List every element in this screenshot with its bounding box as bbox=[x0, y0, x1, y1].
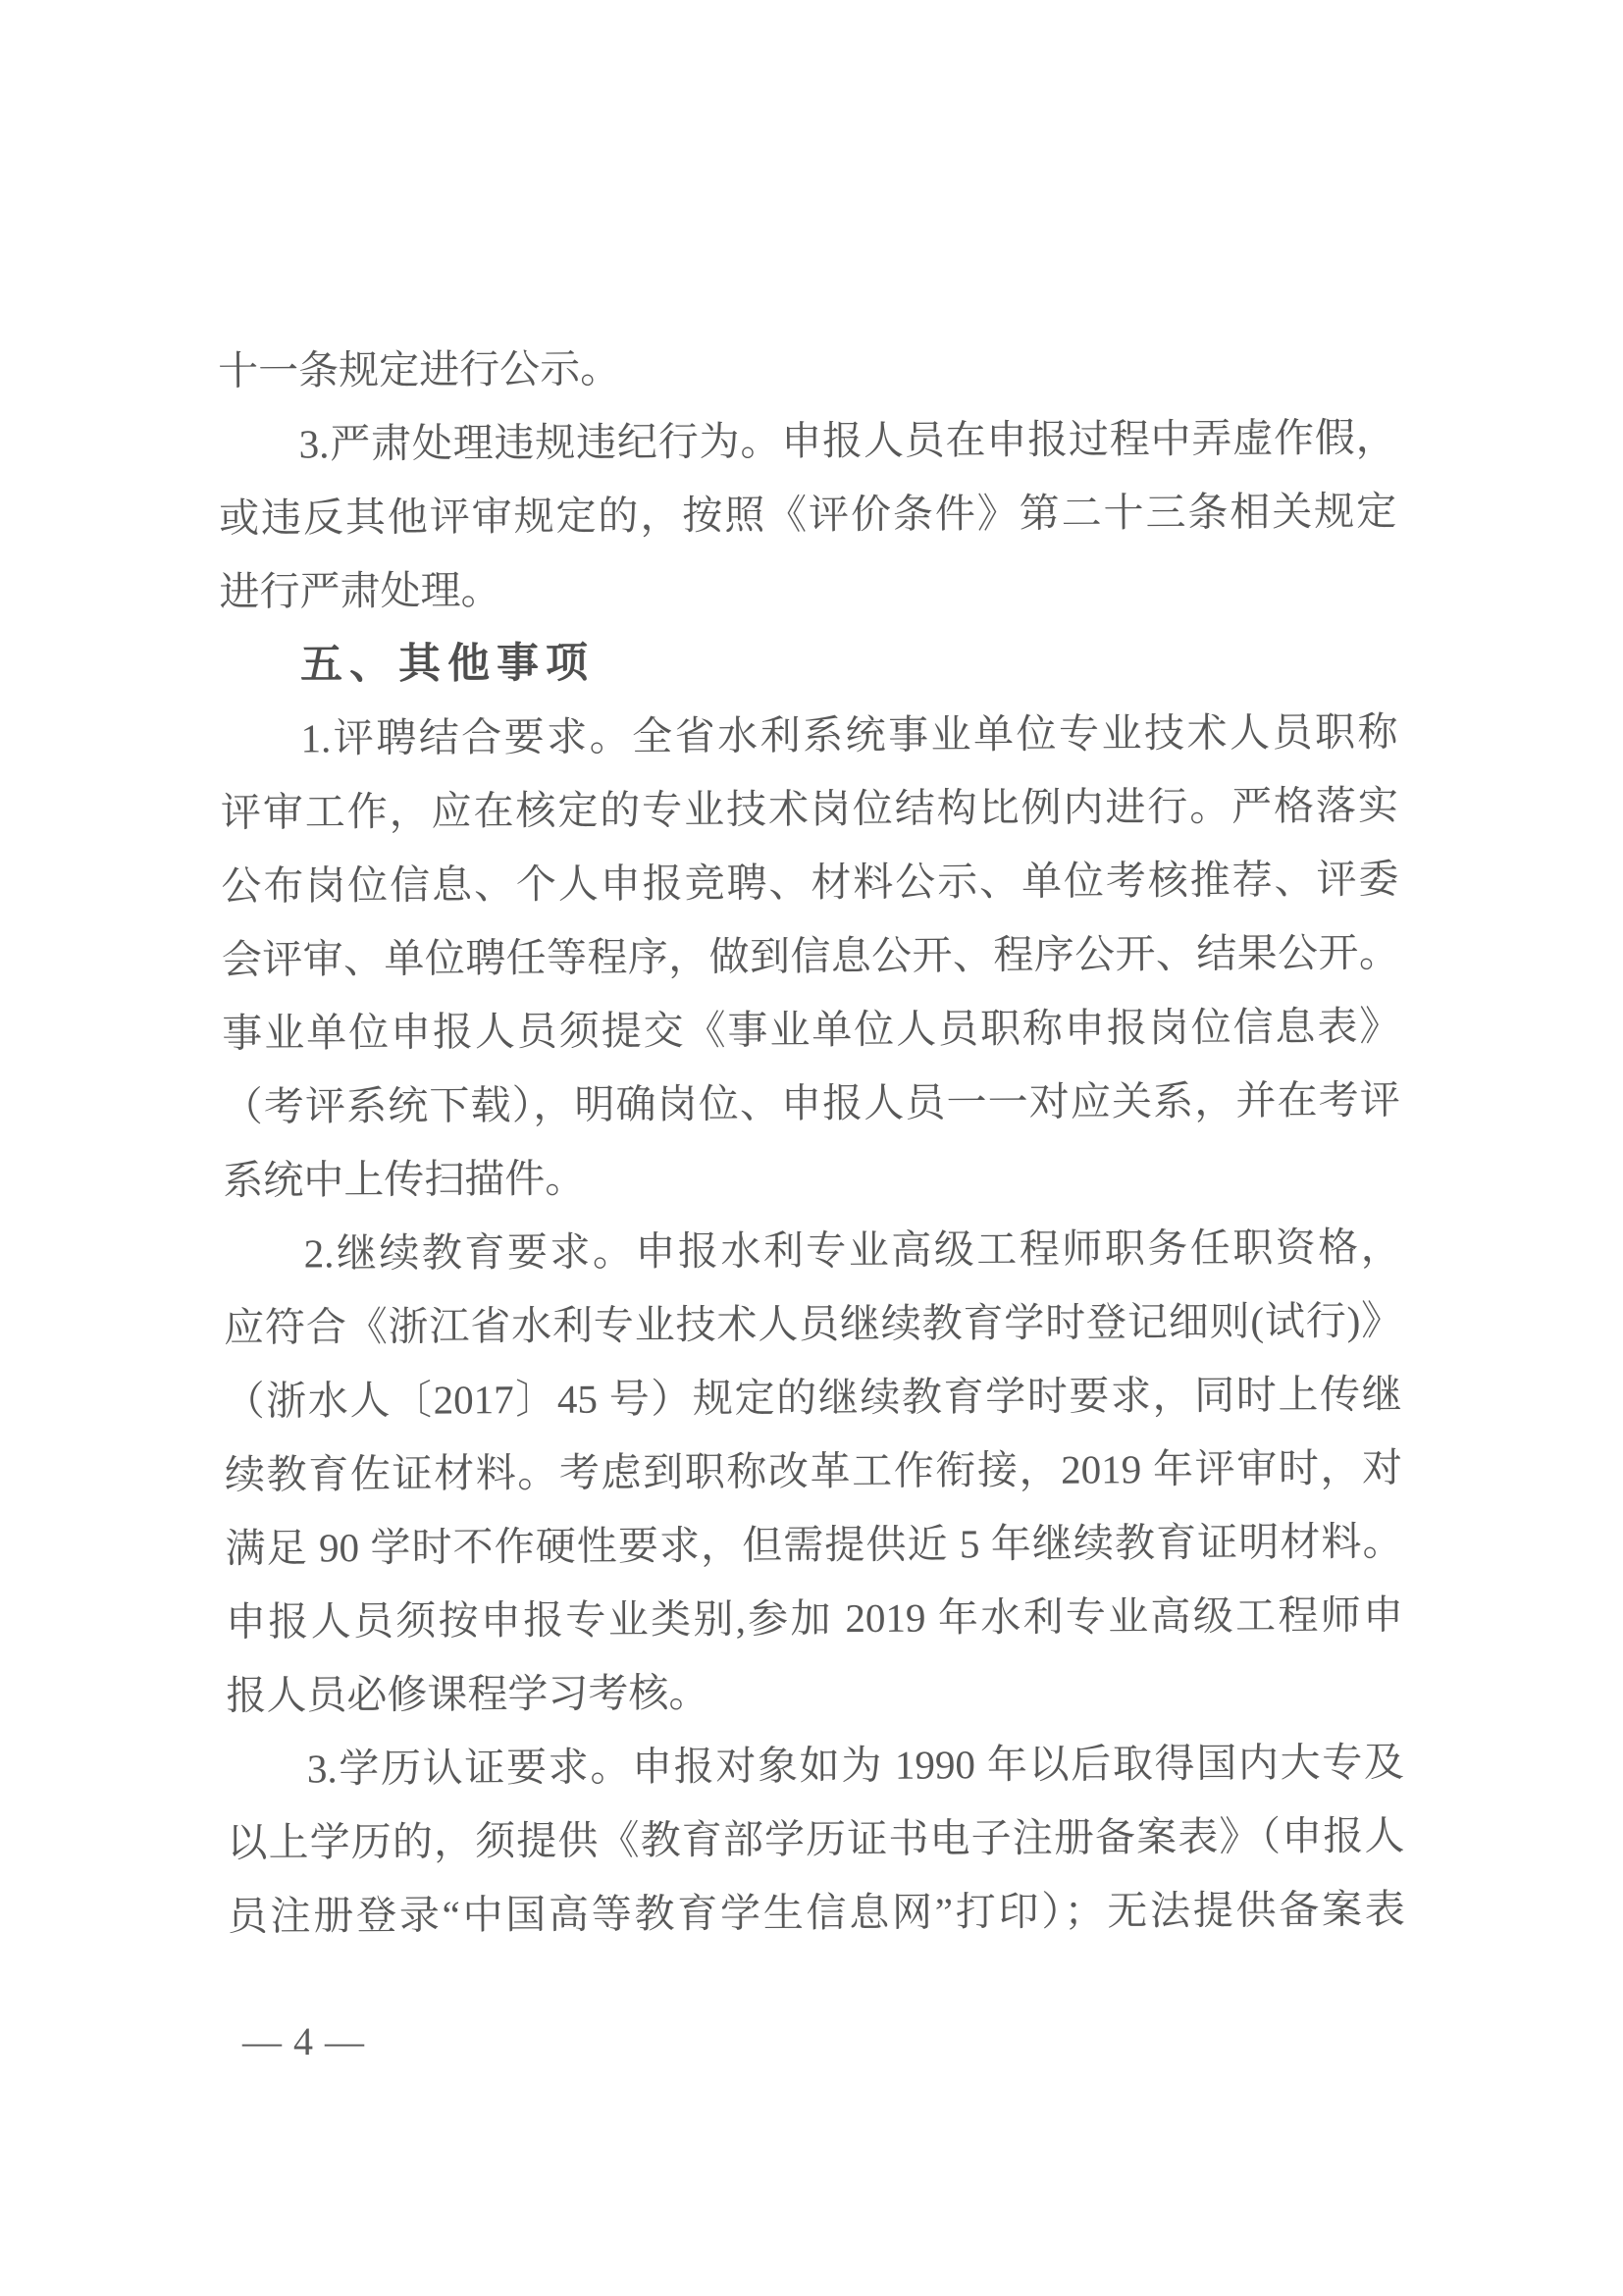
text-line: （浙水人〔2017〕45 号）规定的继续教育学时要求，同时上传继 bbox=[224, 1371, 1402, 1424]
text-line: 3.严肃处理违规违纪行为。申报人员在申报过程中弄虚作假， bbox=[298, 414, 1396, 467]
section-heading: 五、其他事项 bbox=[299, 639, 596, 689]
document-text-block bbox=[218, 328, 1405, 1954]
text-line: 或违反其他评审规定的，按照《评价条件》第二十三条相关规定 bbox=[219, 488, 1397, 541]
text-line: 事业单位申报人员须提交《事业单位人员职称申报岗位信息表》 bbox=[222, 1003, 1400, 1056]
text-line: 进行严肃处理。 bbox=[219, 567, 501, 614]
text-line: 员注册登录“中国高等教育学生信息网”打印）；无法提供备案表 bbox=[227, 1886, 1405, 1939]
text-line: 满足 90 学时不作硬性要求，但需提供近 5 年继续教育证明材料。 bbox=[225, 1518, 1403, 1571]
text-line: 报人员必修课程学习考核。 bbox=[226, 1669, 709, 1718]
text-line: 1.评聘结合要求。全省水利系统事业单位专业技术人员职称 bbox=[300, 708, 1398, 761]
text-line: 续教育佐证材料。考虑到职称改革工作衔接，2019 年评审时，对 bbox=[224, 1444, 1403, 1497]
text-line: 评审工作，应在核定的专业技术岗位结构比例内进行。严格落实 bbox=[220, 782, 1399, 835]
text-line: 3.学历认证要求。申报对象如为 1990 年以后取得国内大专及 bbox=[306, 1739, 1405, 1792]
text-line: （考评系统下载），明确岗位、申报人员一一对应关系，并在考评 bbox=[222, 1076, 1400, 1129]
text-line: 公布岗位信息、个人申报竞聘、材料公示、单位考核推荐、评委 bbox=[221, 856, 1399, 909]
text-line: 会评审、单位聘任等程序，做到信息公开、程序公开、结果公开。 bbox=[221, 929, 1400, 982]
page-number: — 4 — bbox=[242, 2019, 365, 2063]
text-line: 十一条规定进行公示。 bbox=[218, 345, 621, 393]
text-line: 应符合《浙江省水利专业技术人员继续教育学时登记细则(试行)》 bbox=[224, 1297, 1402, 1350]
text-line: 以上学历的，须提供《教育部学历证书电子注册备案表》（申报人 bbox=[227, 1812, 1405, 1865]
text-line: 2.继续教育要求。申报水利专业高级工程师职务任职资格， bbox=[303, 1224, 1401, 1277]
text-line: 申报人员须按申报专业类别,参加 2019 年水利专业高级工程师申 bbox=[225, 1592, 1404, 1644]
text-line: 系统中上传扫描件。 bbox=[223, 1155, 586, 1203]
